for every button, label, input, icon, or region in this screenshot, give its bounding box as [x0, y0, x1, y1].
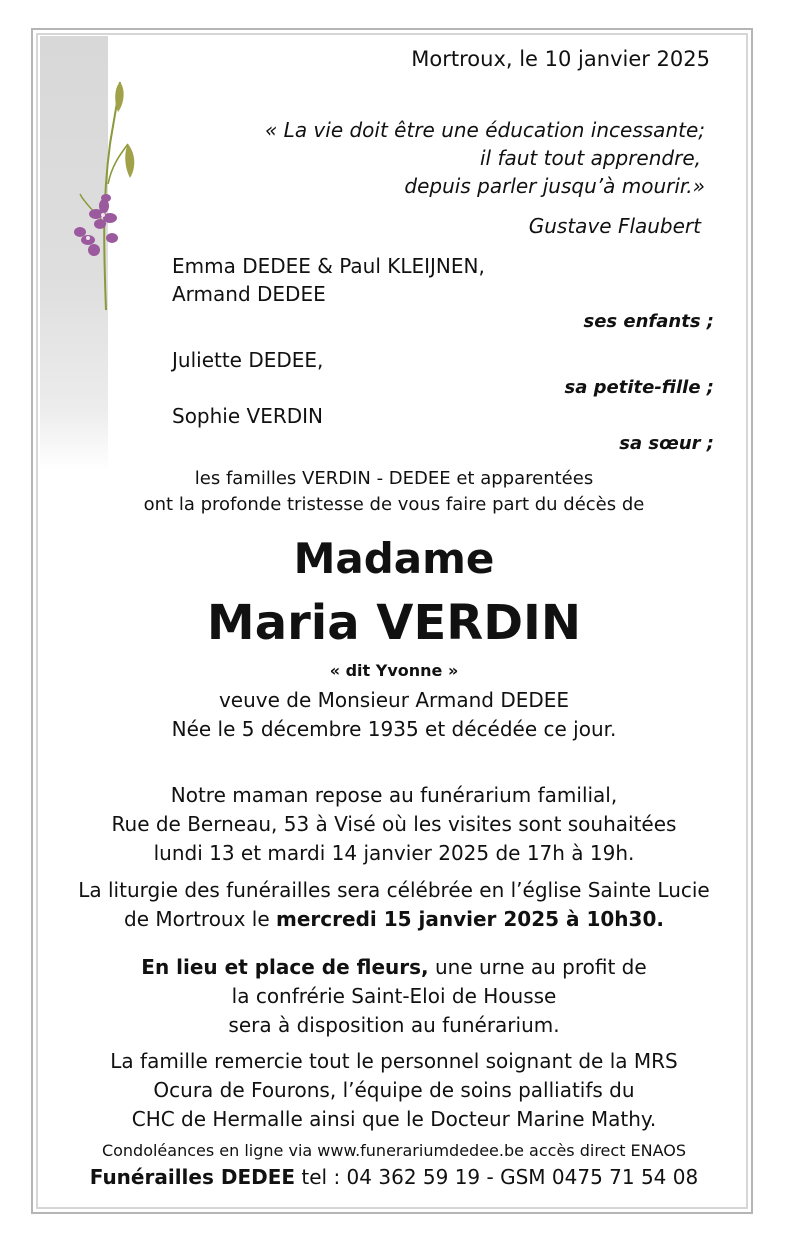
liturgy-date-time: mercredi 15 janvier 2025 à 10h30. [276, 907, 664, 931]
company-name: Funérailles DEDEE [89, 1165, 296, 1189]
families-line: les familles VERDIN - DEDEE et apparentées [194, 468, 594, 489]
deceased-nickname: « dit Yvonne » [329, 661, 459, 680]
liturgy-line-2 [40, 905, 748, 934]
children-role: ses enfants ; [583, 311, 714, 332]
visitation-line-3: lundi 13 et mardi 14 janvier 2025 de 17h à 19h. [153, 841, 635, 865]
granddaughter-role: sa petite-fille ; [564, 377, 714, 398]
thanks-line-2: Ocura de Fourons, l’équipe de soins palliatifs du [153, 1078, 635, 1102]
condolences-line: Condoléances en ligne via www.funerariumdedee.be accès direct ENAOS [101, 1141, 687, 1160]
birth-death-dates: Née le 5 décembre 1935 et décédée ce jour. [171, 717, 617, 741]
thanks-line-1: La famille remercie tout le personnel soignant de la MRS [110, 1049, 678, 1073]
phone-numbers: tel : 04 362 59 19 - GSM 0475 71 54 08 [295, 1165, 699, 1189]
flowers-heading: En lieu et place de fleurs, [141, 955, 429, 979]
flowers-text: une urne au profit de [428, 955, 647, 979]
thanks-line-3: CHC de Hermalle ainsi que le Docteur Marine Mathy. [131, 1107, 657, 1131]
children-names-line-1: Emma DEDEE & Paul KLEIJNEN, [172, 254, 485, 278]
visitation-line-1: Notre maman repose au funérarium familial, [170, 783, 618, 807]
deceased-title: Madame [293, 534, 495, 583]
flowers-line-1 [40, 953, 748, 982]
sister-role: sa sœur ; [619, 433, 714, 454]
visitation-line-2: Rue de Berneau, 53 à Visé où les visites sont souhaitées [111, 812, 677, 836]
liturgy-prefix: de Mortroux le [124, 907, 277, 931]
violet-flower-illustration [66, 74, 146, 314]
liturgy-line-1: La liturgie des funérailles sera célébrée en l’église Sainte Lucie [78, 878, 710, 902]
granddaughter-name: Juliette DEDEE, [172, 348, 324, 372]
place-date: Mortroux, le 10 janvier 2025 [411, 47, 710, 71]
flowers-line-3: sera à disposition au funérarium. [228, 1013, 560, 1037]
contact-line [40, 1163, 748, 1192]
widow-of-line: veuve de Monsieur Armand DEDEE [218, 688, 570, 712]
quote-author: Gustave Flaubert [528, 214, 701, 238]
deceased-name: Maria VERDIN [206, 595, 582, 651]
announcement-line: ont la profonde tristesse de vous faire part du décès de [143, 494, 645, 515]
quote-line-3: depuis parler jusqu’à mourir.» [404, 174, 705, 198]
flowers-line-2: la confrérie Saint-Eloi de Housse [231, 984, 557, 1008]
children-names-line-2: Armand DEDEE [172, 282, 326, 306]
sister-name: Sophie VERDIN [172, 404, 323, 428]
quote-line-1: « La vie doit être une éducation incessante; [264, 118, 705, 142]
quote-line-2: il faut tout apprendre, [479, 146, 701, 170]
